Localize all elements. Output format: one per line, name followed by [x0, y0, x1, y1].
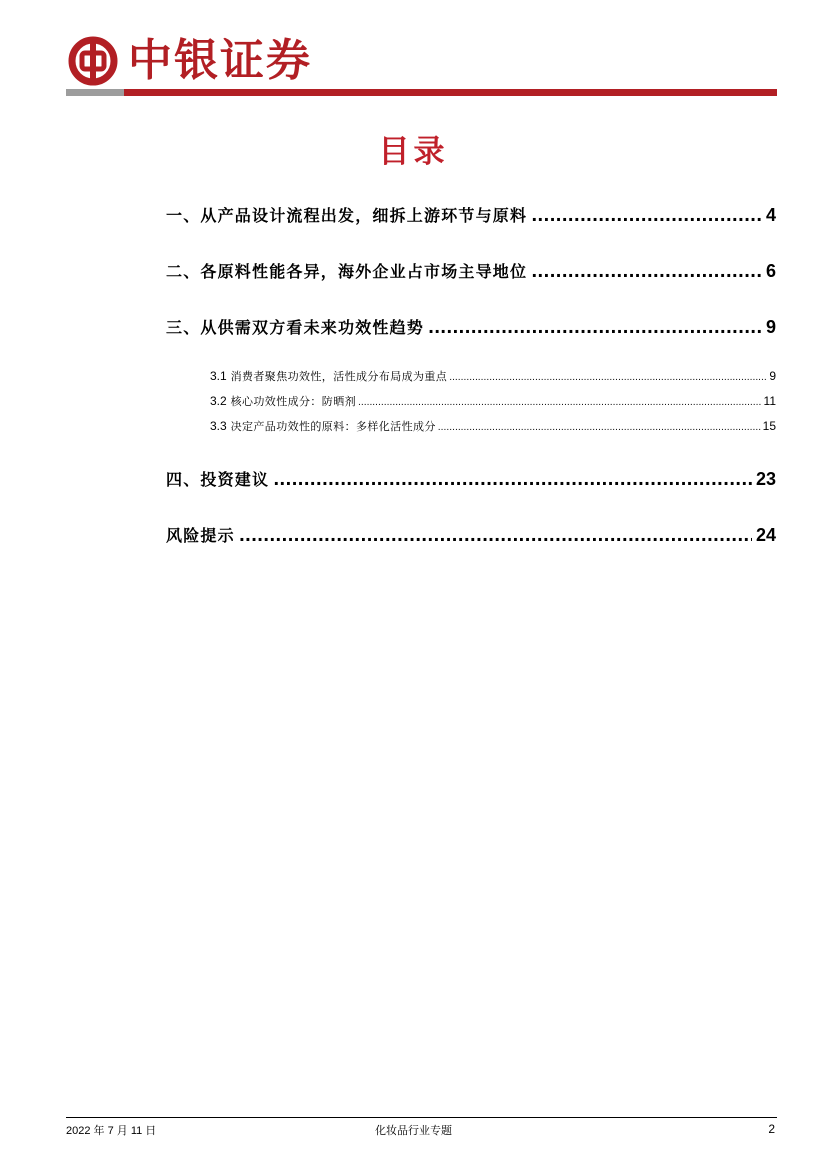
dot-leader	[358, 398, 762, 408]
toc-entry-label: 四、投资建议	[166, 470, 270, 489]
toc-entry-3[interactable]	[166, 315, 776, 338]
header-rule-grey	[66, 89, 124, 96]
toc-subentry-3-1[interactable]	[210, 368, 776, 384]
footer-rule	[66, 1117, 777, 1118]
dot-leader	[449, 373, 767, 383]
toc-subentry-page: 9	[769, 369, 776, 383]
toc-entry-page: 4	[765, 205, 776, 225]
toc-entry-2[interactable]	[166, 259, 776, 282]
toc-entry-page: 23	[755, 469, 776, 489]
footer-date: 2022 年 7 月 11 日	[66, 1125, 157, 1137]
dot-leader	[239, 526, 752, 545]
toc-subentry-number: 3.2	[210, 394, 227, 408]
toc-subentry-label: 决定产品功效性的原料：多样化活性成分	[230, 420, 436, 433]
toc-entry-label: 二、各原料性能各异，海外企业占市场主导地位	[166, 262, 528, 281]
dot-leader	[428, 318, 762, 337]
toc-subentry-page: 11	[763, 394, 776, 408]
toc-entry-page: 24	[755, 525, 776, 545]
toc-entry-page: 6	[765, 261, 776, 281]
toc-entry-1[interactable]	[166, 203, 776, 226]
toc-entry-page: 9	[765, 317, 776, 337]
toc-subentry-label: 消费者聚焦功效性，活性成分布局成为重点	[230, 370, 448, 383]
dot-leader	[531, 262, 762, 281]
toc-subentry-label: 核心功效性成分：防晒剂	[230, 395, 356, 408]
toc-title: 目录	[378, 134, 449, 170]
dot-leader	[438, 423, 761, 433]
brand-name: 中银证券	[128, 35, 312, 86]
toc-subentry-page: 15	[762, 419, 776, 433]
toc-entry-label: 三、从供需双方看未来功效性趋势	[166, 318, 425, 337]
footer-report-title: 化妆品行业专题	[375, 1124, 452, 1137]
toc-subentry-number: 3.1	[210, 369, 227, 383]
toc-subentry-3-3[interactable]	[210, 418, 776, 434]
toc-subentry-3-2[interactable]	[210, 393, 776, 409]
toc-entry-5[interactable]	[166, 523, 776, 546]
dot-leader	[273, 470, 752, 489]
bank-of-china-logo-icon	[68, 36, 118, 86]
toc-entry-4[interactable]	[166, 467, 776, 490]
footer-page-number: 2	[768, 1122, 775, 1136]
dot-leader	[531, 206, 762, 225]
toc-subentry-number: 3.3	[210, 419, 227, 433]
toc-entry-label: 一、从产品设计流程出发，细拆上游环节与原料	[166, 206, 528, 225]
page-header	[66, 28, 777, 98]
header-rule-red	[124, 89, 777, 96]
toc-entry-label: 风险提示	[166, 526, 235, 545]
